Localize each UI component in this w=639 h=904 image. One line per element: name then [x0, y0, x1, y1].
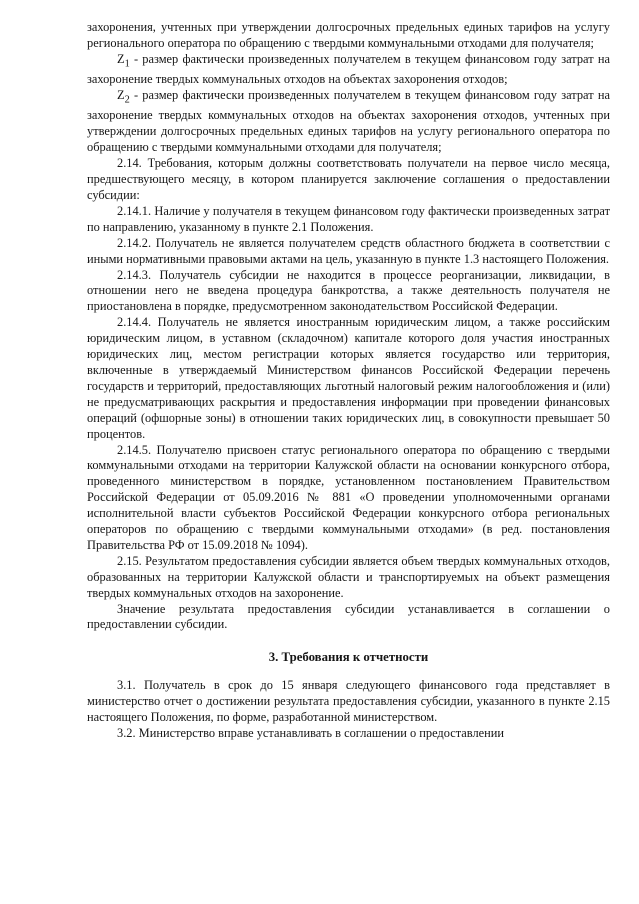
paragraph-2-14-4: 2.14.4. Получатель не является иностранным юридическим лицом, а также российским юридическим лицом, в уставном (складочном) капитале которого доля участия иностранных юридических лиц, местом регистрации которых является государство или территория, включенные в утверждаемый Министерством финансов Российской Федерации перечень государств и территорий, предоставляющих льготный налоговый режим налогообложения и (или) не предусматривающих раскрытия и предоставления информации при проведении финансовых операций (офшорные зоны) в отношении таких юридических лиц, в совокупности превышает 50 процентов.	[87, 315, 610, 441]
paragraph-3-1: 3.1. Получатель в срок до 15 января следующего финансового года представляет в министерство отчет о достижении результата предоставления субсидии, указанного в пункте 2.15 настоящего Положения, по форме, разработанной министерством.	[87, 678, 610, 725]
paragraph-3-2: 3.2. Министерство вправе устанавливать в соглашении о предоставлении	[117, 726, 505, 741]
z1-subscript: 1	[124, 58, 130, 70]
z1-symbol: Z	[117, 51, 125, 66]
paragraph-2-14-3: 2.14.3. Получатель субсидии не находится в процессе реорганизации, ликвидации, в отношении него не введена процедура банкротства, а также деятельность получателя не приостановлена в порядке, предусмотренном законодательством Российской Федерации.	[87, 267, 610, 314]
section-3-heading: 3. Требования к отчетности	[268, 650, 429, 665]
paragraph-z2-definition	[87, 88, 610, 156]
document-body	[87, 20, 610, 742]
paragraph-2-14-1: 2.14.1. Наличие у получателя в текущем финансовом году фактически произведенных затрат по направлению, указанному в пункте 2.1 Положения.	[87, 203, 610, 234]
paragraph-2-15-value: Значение результата предоставления субсидии устанавливается в соглашении о предоставлении субсидии.	[87, 601, 610, 632]
paragraph-z1-definition	[87, 52, 610, 88]
z1-text: - размер фактически произведенных получателем в текущем финансовом году затрат на захоронение твердых коммунальных отходов на объектах захоронения отходов;	[87, 51, 610, 87]
z2-subscript: 2	[124, 94, 130, 106]
paragraph-2-15: 2.15. Результатом предоставления субсидии является объем твердых коммунальных отходов, образованных на территории Калужской области и транспортируемых на объект размещения твердых коммунальных отходов на захоронение.	[87, 553, 610, 600]
z2-text: - размер фактически произведенных получателем в текущем финансовом году затрат на захоронение твердых коммунальных отходов на объектах захоронения отходов, учтенных при утверждении долгосрочных предельных единых тарифов на услугу регионального оператора по обращению с твердыми коммунальными отходами для получателя;	[87, 88, 610, 155]
paragraph-2-14-2: 2.14.2. Получатель не является получателем средств областного бюджета в соответствии с иными нормативными правовыми актами на цель, указанную в пункте 1.3 настоящего Положения.	[87, 235, 610, 266]
z2-symbol: Z	[117, 88, 125, 103]
paragraph-2-14: 2.14. Требования, которым должны соответствовать получатели на первое число месяца, предшествующего месяцу, в котором планируется заключение соглашения о предоставлении субсидии:	[87, 156, 610, 202]
paragraph-continuation: захоронения, учтенных при утверждении долгосрочных предельных единых тарифов на услугу регионального оператора по обращению с твердыми коммунальными отходами для получателя;	[87, 20, 610, 50]
paragraph-2-14-5: 2.14.5. Получателю присвоен статус регионального оператора по обращению с твердыми коммунальными отходами на территории Калужской области на основании конкурсного отбора, проведенного министерством в порядке, установленном постановлением Правительством Российской Федерации от 05.09.2016 № 881 «О проведении уполномоченными органами исполнительной власти субъектов Российской Федерации конкурсного отбора региональных операторов по обращению с твердыми коммунальными отходами» (в ред. постановления Правительства РФ от 15.09.2018 № 1094).	[87, 442, 610, 552]
